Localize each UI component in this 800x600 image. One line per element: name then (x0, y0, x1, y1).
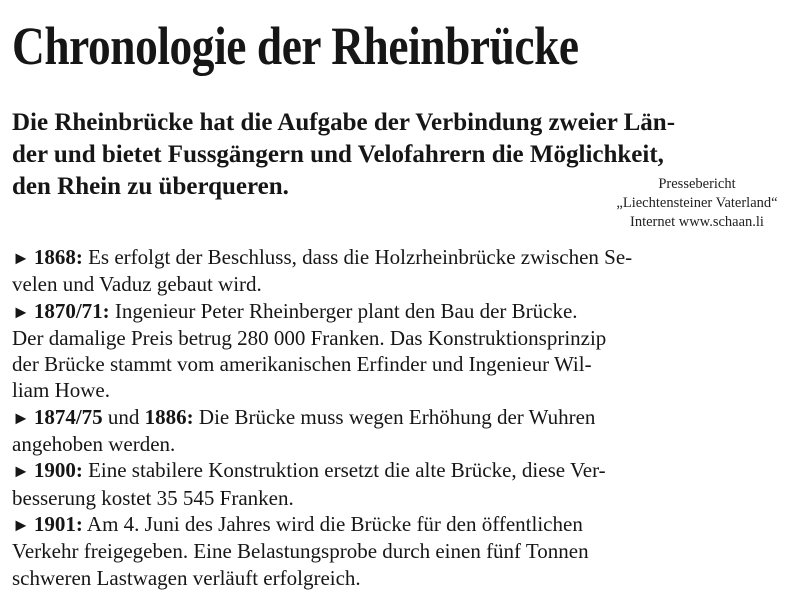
entry-line (12, 457, 800, 484)
entry-year: 1886: (144, 404, 194, 429)
entry-year: 1870/71: (33, 298, 110, 323)
entry-line: der Brücke stammt vom amerikanischen Erfinder und Ingenieur Wil- (12, 352, 592, 377)
chronology-entry (12, 457, 800, 511)
right-triangle-bullet-icon: ► (12, 301, 30, 322)
source-credit (602, 175, 792, 232)
source-line: Internet www.schaan.li (630, 214, 764, 230)
chronology-entry (12, 298, 800, 404)
chronology-entry (12, 404, 800, 458)
source-line: „Liechtensteiner Vaterland“ (616, 195, 778, 211)
entry-line: besserung kostet 35 545 Franken. (12, 485, 294, 510)
right-triangle-bullet-icon: ► (12, 407, 30, 428)
entry-line (12, 404, 800, 431)
entry-year: 1874/75 (33, 404, 103, 429)
article-title: Chronologie der Rheinbrücke (12, 16, 579, 76)
entry-line: velen und Vaduz gebaut wird. (12, 272, 262, 297)
entry-year: 1900: (33, 458, 83, 483)
entry-year: 1901: (33, 511, 83, 536)
lead-line: den Rhein zu überqueren. (12, 173, 289, 200)
entry-text: Ingenieur Peter Rheinberger plant den Bau der Brücke. (114, 298, 578, 323)
lead-line: Die Rheinbrücke hat die Aufgabe der Verbindung zweier Län- (12, 109, 676, 136)
entry-text: Es erfolgt der Beschluss, dass die Holzrheinbrücke zwischen Se- (88, 245, 633, 269)
entry-text: Die Brücke muss wegen Erhöhung der Wuhren (198, 404, 596, 429)
entry-line (12, 511, 800, 538)
entry-year-join: und (107, 404, 140, 429)
entry-line: schweren Lastwagen verläuft erfolgreich. (12, 565, 361, 590)
right-triangle-bullet-icon: ► (12, 514, 30, 535)
lead-line: der und bietet Fussgängern und Velofahrern die Möglichkeit, (12, 141, 664, 168)
chronology-entry (12, 511, 800, 591)
entry-line (12, 298, 800, 325)
entry-line (12, 244, 800, 271)
source-line: Pressebericht (658, 176, 736, 192)
entry-text: Am 4. Juni des Jahres wird die Brücke für den öffentlichen (86, 511, 583, 536)
right-triangle-bullet-icon: ► (12, 248, 30, 268)
chronology-entry (12, 244, 800, 298)
entry-line: Der damalige Preis betrug 280 000 Franken. Das Konstruktionsprinzip (12, 325, 607, 350)
entry-line: liam Howe. (12, 378, 110, 403)
entry-year: 1868: (33, 245, 83, 269)
entry-text: Eine stabilere Konstruktion ersetzt die alte Brücke, diese Ver- (88, 458, 606, 483)
right-triangle-bullet-icon: ► (12, 461, 30, 482)
chronology-list (12, 244, 800, 591)
entry-line: Verkehr freigegeben. Eine Belastungsprobe durch einen fünf Tonnen (12, 539, 589, 564)
entry-line: angehoben werden. (12, 432, 176, 457)
